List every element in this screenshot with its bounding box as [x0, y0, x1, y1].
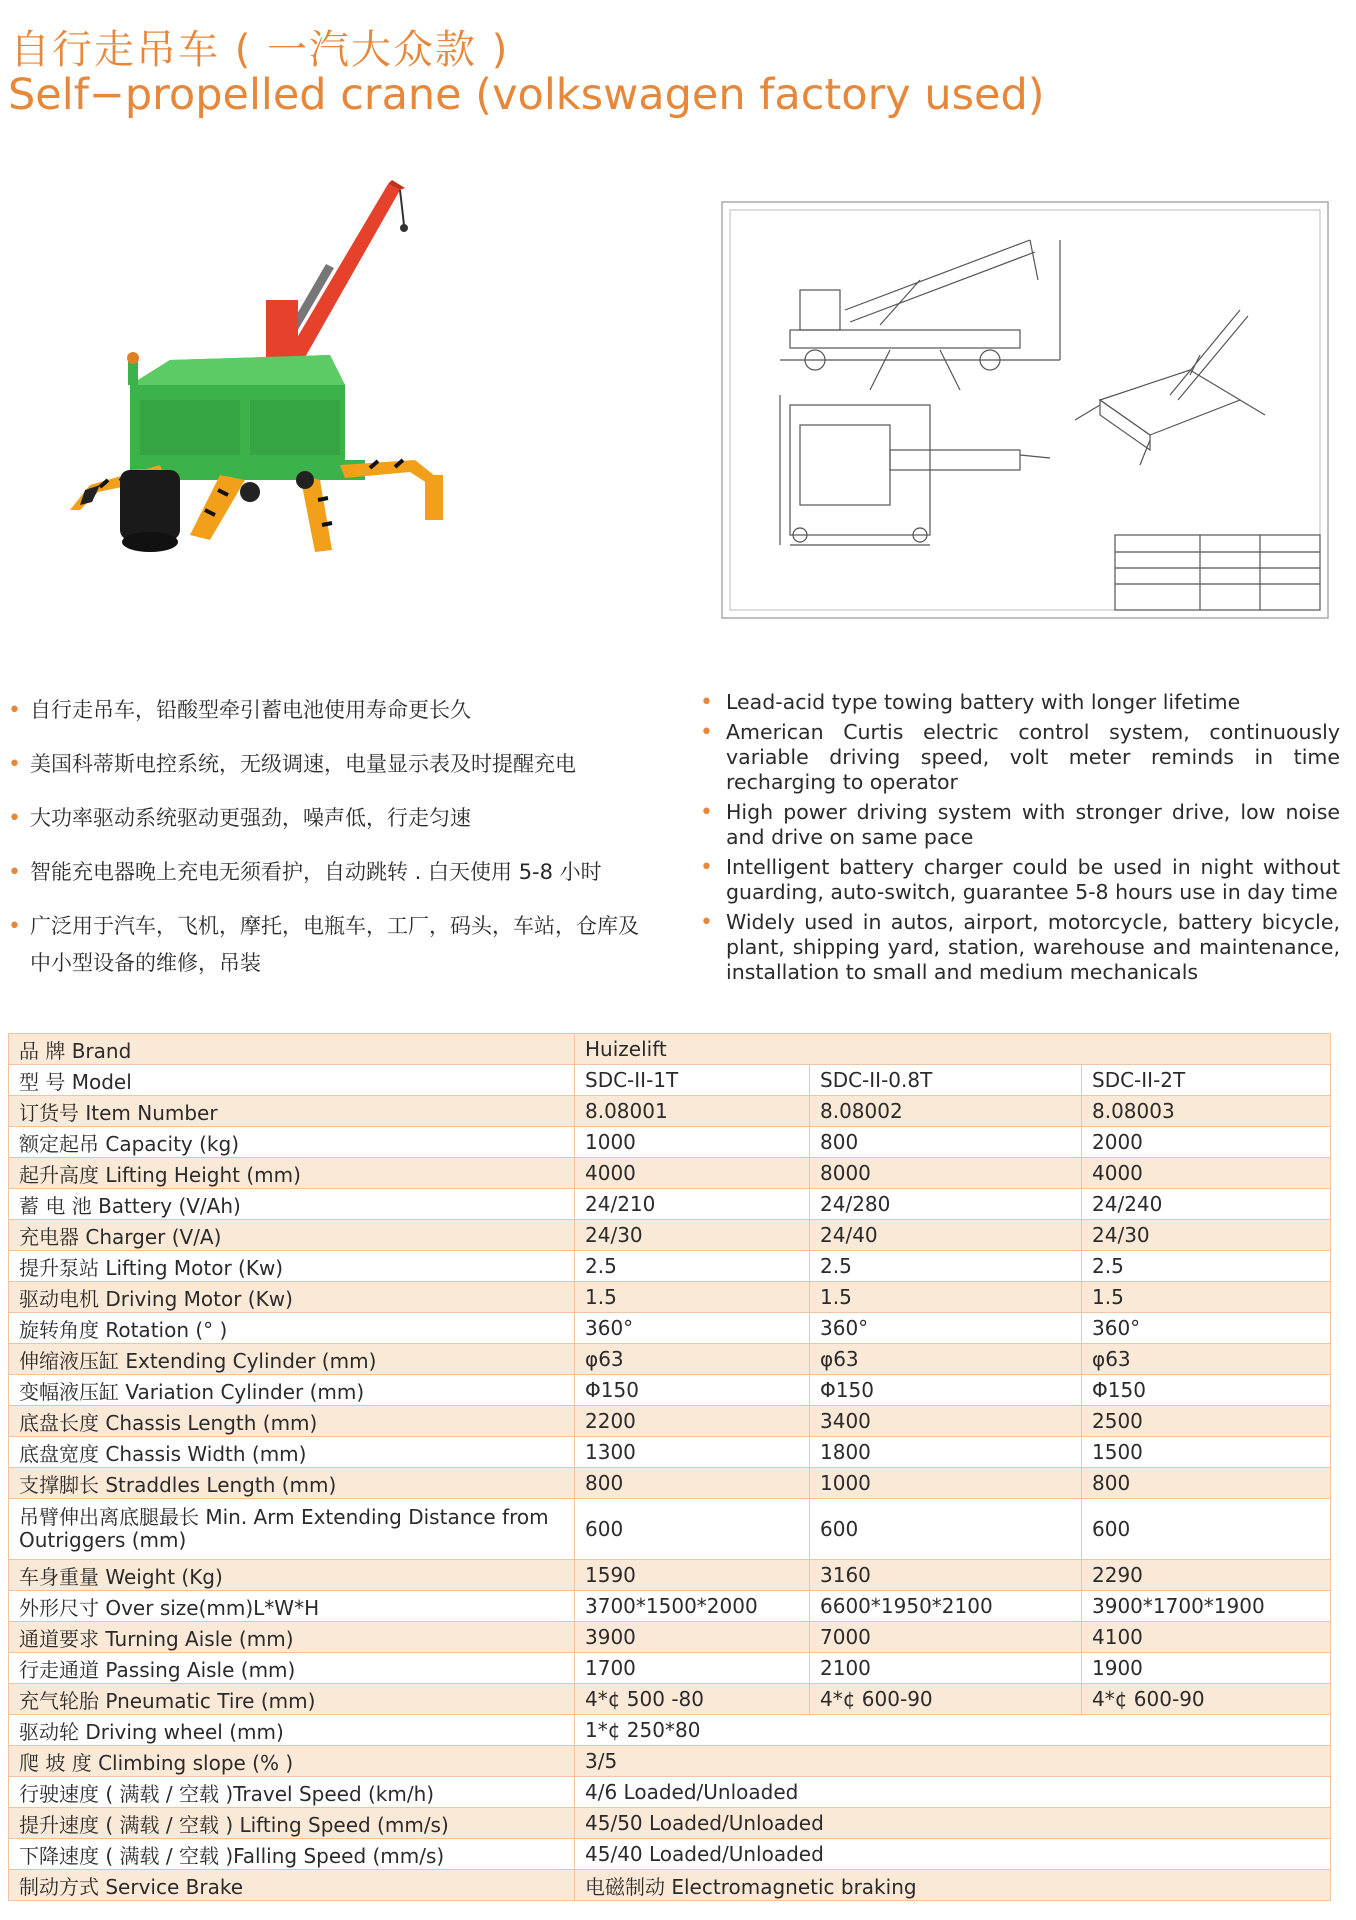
- cell-value: SDC-II-0.8T: [810, 1065, 1082, 1096]
- cell-value: 4*¢ 600-90: [810, 1684, 1082, 1715]
- cell-value: 800: [575, 1468, 810, 1499]
- row-label: 提升速度 ( 满载 / 空载 ) Lifting Speed (mm/s): [9, 1808, 575, 1839]
- row-label: 爬 坡 度 Climbing slope (% ): [9, 1746, 575, 1777]
- row-label: 充气轮胎 Pneumatic Tire (mm): [9, 1684, 575, 1715]
- table-row: [9, 1437, 1331, 1468]
- table-row: [9, 1870, 1331, 1901]
- table-row: [9, 1344, 1331, 1375]
- spec-table: [8, 1033, 1331, 1901]
- cell-value: 1300: [575, 1437, 810, 1468]
- row-label: 外形尺寸 Over size(mm)L*W*H: [9, 1591, 575, 1622]
- table-row: [9, 1746, 1331, 1777]
- list-item: • 大功率驱动系统驱动更强劲，噪声低，行走匀速: [8, 800, 658, 837]
- cell-value: 4/6 Loaded/Unloaded: [575, 1777, 1331, 1808]
- bullet-icon: •: [8, 752, 21, 777]
- cell-value: Huizelift: [575, 1034, 1331, 1065]
- cell-value: 4000: [575, 1158, 810, 1189]
- list-item: • Lead-acid type towing battery with longer lifetime: [700, 690, 1241, 715]
- cell-value: 1800: [810, 1437, 1082, 1468]
- table-row: [9, 1715, 1331, 1746]
- cell-value: 360°: [1082, 1313, 1331, 1344]
- cell-value: 2.5: [1082, 1251, 1331, 1282]
- list-item: • 美国科蒂斯电控系统，无级调速，电量显示表及时提醒充电: [8, 746, 658, 783]
- cell-value: 45/50 Loaded/Unloaded: [575, 1808, 1331, 1839]
- table-row: [9, 1499, 1331, 1560]
- cell-value: 3160: [810, 1560, 1082, 1591]
- cell-value: 6600*1950*2100: [810, 1591, 1082, 1622]
- cell-value: 1000: [575, 1127, 810, 1158]
- table-row: [9, 1808, 1331, 1839]
- bullet-icon: •: [700, 690, 713, 715]
- bullet-icon: •: [700, 855, 713, 880]
- row-label: 吊臂伸出离底腿最长 Min. Arm Extending Distance from Outriggers (mm): [9, 1499, 575, 1560]
- row-label: 车身重量 Weight (Kg): [9, 1560, 575, 1591]
- table-row: [9, 1622, 1331, 1653]
- cell-value: Φ150: [810, 1375, 1082, 1406]
- cell-value: 8.08003: [1082, 1096, 1331, 1127]
- bullet-icon: •: [8, 860, 21, 885]
- cell-value: 2290: [1082, 1560, 1331, 1591]
- cell-value: 1.5: [1082, 1282, 1331, 1313]
- table-row: [9, 1591, 1331, 1622]
- page-title-cn: 自行走吊车 ( 一汽大众款 ): [10, 27, 510, 73]
- row-label: 下降速度 ( 满载 / 空载 )Falling Speed (mm/s): [9, 1839, 575, 1870]
- table-row: [9, 1158, 1331, 1189]
- cell-value: 2200: [575, 1406, 810, 1437]
- row-label: 底盘长度 Chassis Length (mm): [9, 1406, 575, 1437]
- table-row: [9, 1839, 1331, 1870]
- list-item: • High power driving system with stronger drive, low noise and drive on same pace: [700, 800, 1340, 849]
- row-label: 充电器 Charger (V/A): [9, 1220, 575, 1251]
- table-row: [9, 1220, 1331, 1251]
- cell-value: SDC-II-1T: [575, 1065, 810, 1096]
- technical-drawing: [720, 200, 1330, 620]
- cell-value: 7000: [810, 1622, 1082, 1653]
- cell-value: 24/30: [575, 1220, 810, 1251]
- cell-value: 600: [810, 1499, 1082, 1560]
- row-label: 伸缩液压缸 Extending Cylinder (mm): [9, 1344, 575, 1375]
- cell-value: 24/280: [810, 1189, 1082, 1220]
- table-row: [9, 1065, 1331, 1096]
- cell-value: 2000: [1082, 1127, 1331, 1158]
- row-label: 提升泵站 Lifting Motor (Kw): [9, 1251, 575, 1282]
- cell-value: 600: [1082, 1499, 1331, 1560]
- cell-value: 24/30: [1082, 1220, 1331, 1251]
- table-row: [9, 1406, 1331, 1437]
- cell-value: 45/40 Loaded/Unloaded: [575, 1839, 1331, 1870]
- cell-value: 800: [1082, 1468, 1331, 1499]
- cell-value: 1900: [1082, 1653, 1331, 1684]
- cell-value: 24/40: [810, 1220, 1082, 1251]
- cell-value: 3700*1500*2000: [575, 1591, 810, 1622]
- cell-value: 4000: [1082, 1158, 1331, 1189]
- row-label: 驱动轮 Driving wheel (mm): [9, 1715, 575, 1746]
- row-label: 支撑脚长 Straddles Length (mm): [9, 1468, 575, 1499]
- cell-value: 8000: [810, 1158, 1082, 1189]
- table-row: [9, 1468, 1331, 1499]
- cell-value: 3900*1700*1900: [1082, 1591, 1331, 1622]
- bullet-icon: •: [8, 806, 21, 831]
- table-row: [9, 1127, 1331, 1158]
- cell-value: 4*¢ 600-90: [1082, 1684, 1331, 1715]
- row-label: 额定起吊 Capacity (kg): [9, 1127, 575, 1158]
- cell-value: 2100: [810, 1653, 1082, 1684]
- cell-value: 360°: [810, 1313, 1082, 1344]
- cell-value: 2500: [1082, 1406, 1331, 1437]
- cell-value: 4*¢ 500 -80: [575, 1684, 810, 1715]
- cell-value: 2.5: [810, 1251, 1082, 1282]
- list-item: • 自行走吊车，铅酸型牵引蓄电池使用寿命更长久: [8, 692, 658, 729]
- cell-value: 3900: [575, 1622, 810, 1653]
- cell-value: 1.5: [810, 1282, 1082, 1313]
- cell-value: φ63: [810, 1344, 1082, 1375]
- list-item: • Intelligent battery charger could be used in night without guarding, auto-switch, guarantee 5-8 hours use in day time: [700, 855, 1340, 904]
- cell-value: 2.5: [575, 1251, 810, 1282]
- table-row: [9, 1560, 1331, 1591]
- list-item: • 广泛用于汽车，飞机，摩托，电瓶车，工厂，码头，车站，仓库及中小型设备的维修，吊装: [8, 908, 650, 982]
- cell-value: 1.5: [575, 1282, 810, 1313]
- row-label: 通道要求 Turning Aisle (mm): [9, 1622, 575, 1653]
- row-label: 驱动电机 Driving Motor (Kw): [9, 1282, 575, 1313]
- cell-value: 1000: [810, 1468, 1082, 1499]
- row-label: 变幅液压缸 Variation Cylinder (mm): [9, 1375, 575, 1406]
- bullet-icon: •: [700, 720, 713, 745]
- cell-value: 电磁制动 Electromagnetic braking: [575, 1870, 1331, 1901]
- row-label: 底盘宽度 Chassis Width (mm): [9, 1437, 575, 1468]
- crane-photo: [70, 180, 490, 610]
- cell-value: 24/210: [575, 1189, 810, 1220]
- cell-value: 4100: [1082, 1622, 1331, 1653]
- table-row: [9, 1251, 1331, 1282]
- row-label: 订货号 Item Number: [9, 1096, 575, 1127]
- list-item: • 智能充电器晚上充电无须看护，自动跳转 . 白天使用 5-8 小时: [8, 854, 658, 891]
- list-item: • American Curtis electric control system, continuously variable driving speed, volt meter reminds in time recharging to operator: [700, 720, 1340, 794]
- page-title-en: Self−propelled crane (volkswagen factory used): [8, 70, 1045, 120]
- bullet-icon: •: [700, 800, 713, 825]
- cell-value: φ63: [575, 1344, 810, 1375]
- cell-value: 8.08002: [810, 1096, 1082, 1127]
- row-label: 行驶速度 ( 满载 / 空载 )Travel Speed (km/h): [9, 1777, 575, 1808]
- table-row: [9, 1684, 1331, 1715]
- table-row: [9, 1282, 1331, 1313]
- features-en-list: [700, 690, 1340, 990]
- cell-value: 24/240: [1082, 1189, 1331, 1220]
- cell-value: Φ150: [575, 1375, 810, 1406]
- row-label: 行走通道 Passing Aisle (mm): [9, 1653, 575, 1684]
- row-label: 制动方式 Service Brake: [9, 1870, 575, 1901]
- row-label: 旋转角度 Rotation (° ): [9, 1313, 575, 1344]
- bullet-icon: •: [8, 914, 21, 939]
- row-label: 蓄 电 池 Battery (V/Ah): [9, 1189, 575, 1220]
- table-row: [9, 1313, 1331, 1344]
- row-label: 起升高度 Lifting Height (mm): [9, 1158, 575, 1189]
- cell-value: φ63: [1082, 1344, 1331, 1375]
- cell-value: 1700: [575, 1653, 810, 1684]
- cell-value: Φ150: [1082, 1375, 1331, 1406]
- cell-value: SDC-II-2T: [1082, 1065, 1331, 1096]
- table-row: [9, 1653, 1331, 1684]
- cell-value: 1590: [575, 1560, 810, 1591]
- table-row: [9, 1096, 1331, 1127]
- cell-value: 1*¢ 250*80: [575, 1715, 1331, 1746]
- cell-value: 600: [575, 1499, 810, 1560]
- features-cn-list: [8, 692, 658, 999]
- cell-value: 3/5: [575, 1746, 1331, 1777]
- cell-value: 1500: [1082, 1437, 1331, 1468]
- table-row: [9, 1034, 1331, 1065]
- cell-value: 3400: [810, 1406, 1082, 1437]
- list-item: • Widely used in autos, airport, motorcycle, battery bicycle, plant, shipping yard, station, warehouse and maintenance, installation to small and medium mechanicals: [700, 910, 1340, 984]
- table-row: [9, 1777, 1331, 1808]
- cell-value: 360°: [575, 1313, 810, 1344]
- table-row: [9, 1189, 1331, 1220]
- cell-value: 8.08001: [575, 1096, 810, 1127]
- bullet-icon: •: [700, 910, 713, 935]
- row-label: 品 牌 Brand: [9, 1034, 575, 1065]
- bullet-icon: •: [8, 698, 21, 723]
- table-row: [9, 1375, 1331, 1406]
- row-label: 型 号 Model: [9, 1065, 575, 1096]
- cell-value: 800: [810, 1127, 1082, 1158]
